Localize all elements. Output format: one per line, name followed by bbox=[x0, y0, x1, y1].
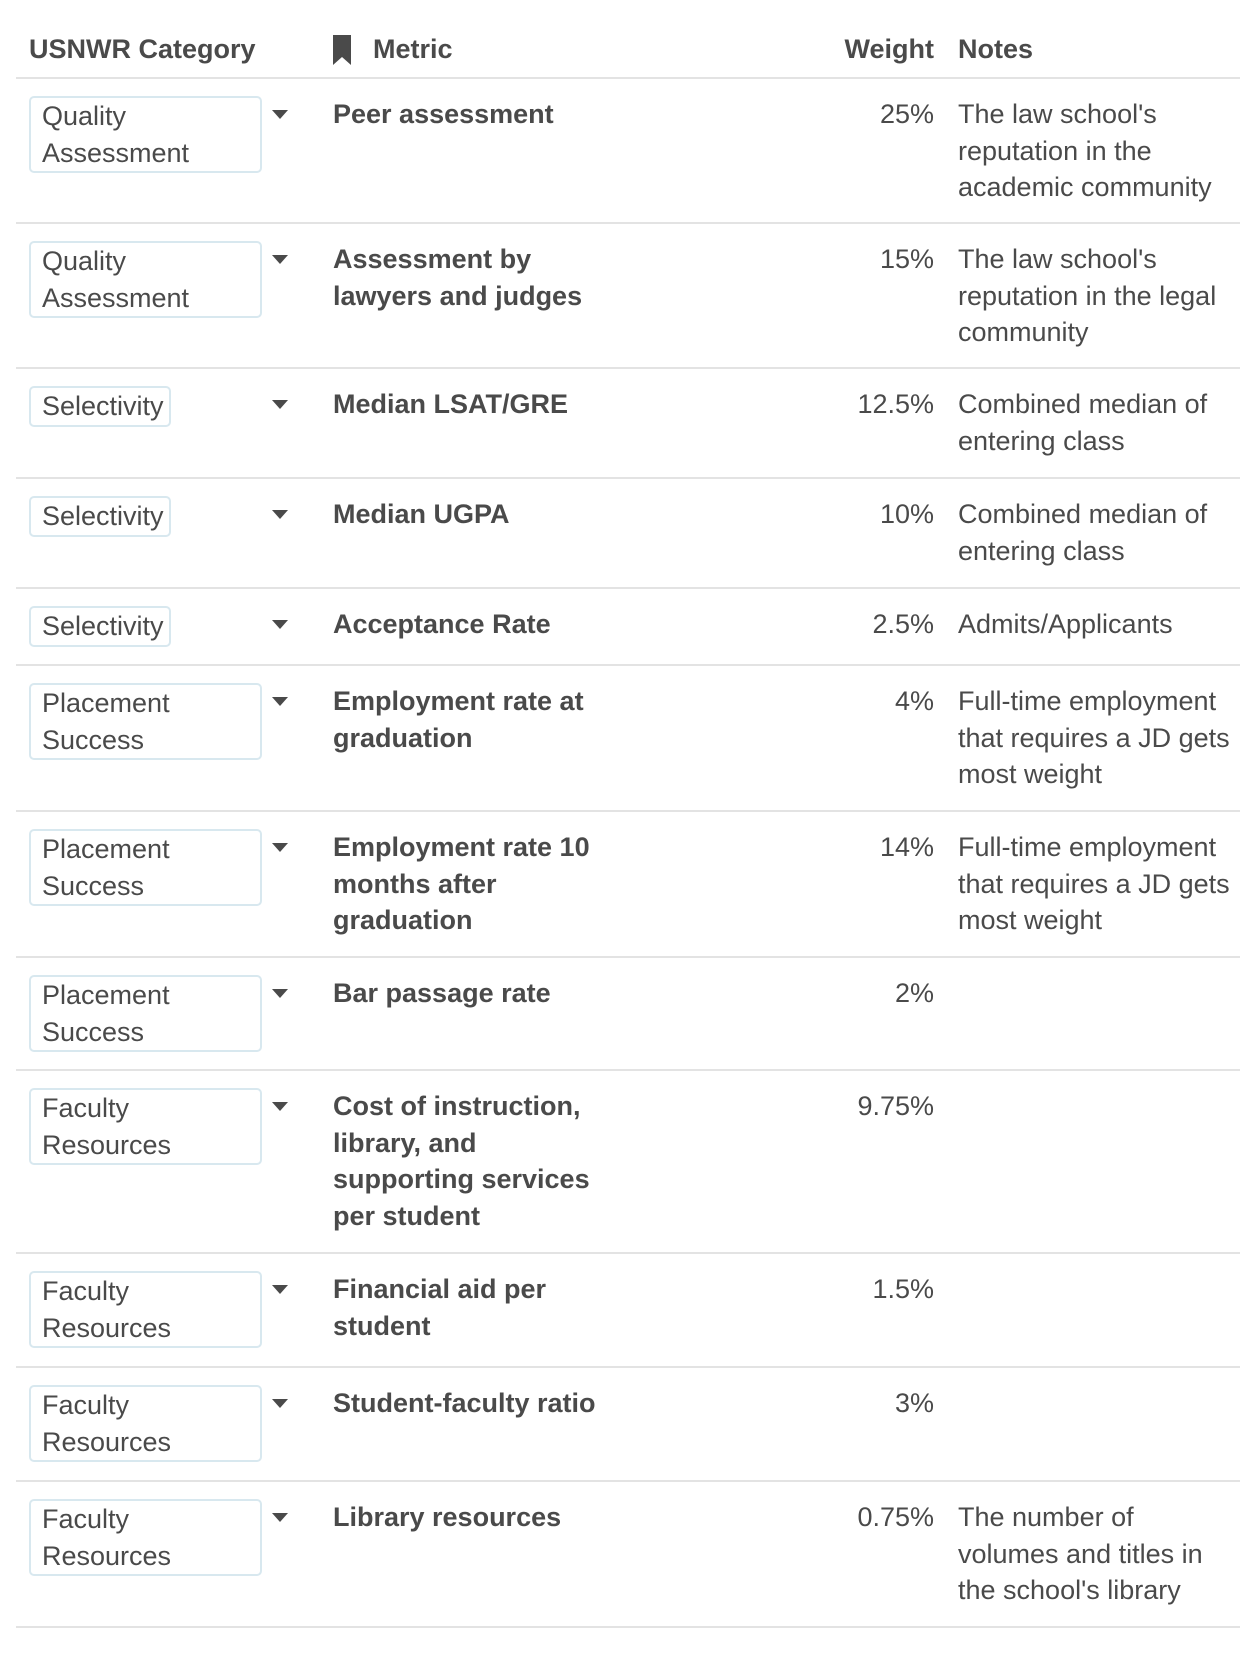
table-row bbox=[16, 1482, 1240, 1628]
chevron-down-icon[interactable] bbox=[272, 1513, 288, 1522]
metric-cell bbox=[308, 79, 814, 133]
chevron-down-icon[interactable] bbox=[272, 1399, 288, 1408]
notes-cell bbox=[934, 79, 1240, 206]
weight-text: 2% bbox=[894, 978, 934, 1008]
chevron-down-icon[interactable] bbox=[272, 843, 288, 852]
weight-cell bbox=[814, 958, 934, 1012]
category-cell bbox=[16, 1254, 308, 1348]
notes-cell bbox=[934, 812, 1240, 939]
table-row bbox=[16, 1368, 1240, 1482]
table-row bbox=[16, 589, 1240, 666]
weight-text: 25% bbox=[879, 99, 934, 129]
notes-text: Full-time employment that requires a JD gets most weight bbox=[958, 832, 1230, 935]
category-select[interactable]: Faculty Resources bbox=[29, 1271, 262, 1348]
table-row bbox=[16, 79, 1240, 224]
metric-text: Library resources bbox=[333, 1502, 562, 1532]
notes-text: Full-time employment that requires a JD gets most weight bbox=[958, 686, 1230, 789]
category-cell bbox=[16, 958, 308, 1052]
notes-cell bbox=[934, 1368, 1240, 1385]
weight-text: 3% bbox=[894, 1388, 934, 1418]
notes-cell bbox=[934, 958, 1240, 975]
weight-cell bbox=[814, 79, 934, 133]
category-select[interactable]: Selectivity bbox=[29, 496, 171, 537]
weight-text: 9.75% bbox=[857, 1091, 934, 1121]
category-cell bbox=[16, 666, 308, 760]
notes-cell bbox=[934, 1482, 1240, 1609]
table-row bbox=[16, 812, 1240, 958]
weight-cell bbox=[814, 1071, 934, 1125]
bookmark-icon bbox=[333, 35, 351, 65]
chevron-down-icon[interactable] bbox=[272, 510, 288, 519]
weight-text: 14% bbox=[879, 832, 934, 862]
category-cell bbox=[16, 1368, 308, 1462]
table-row bbox=[16, 1071, 1240, 1254]
weight-text: 4% bbox=[894, 686, 934, 716]
metric-cell bbox=[308, 958, 814, 1012]
category-cell bbox=[16, 589, 308, 647]
metric-cell bbox=[308, 1071, 814, 1234]
metric-cell bbox=[308, 666, 814, 756]
category-cell bbox=[16, 369, 308, 427]
weight-text: 12.5% bbox=[857, 389, 934, 419]
category-cell bbox=[16, 224, 308, 318]
category-select[interactable]: Quality Assessment bbox=[29, 241, 262, 318]
metric-text: Financial aid per student bbox=[333, 1274, 547, 1341]
category-select[interactable]: Selectivity bbox=[29, 606, 171, 647]
header-weight[interactable]: Weight bbox=[844, 34, 934, 64]
notes-text: Admits/Applicants bbox=[958, 609, 1173, 639]
category-cell bbox=[16, 812, 308, 906]
weight-text: 10% bbox=[879, 499, 934, 529]
metric-text: Median LSAT/GRE bbox=[333, 389, 569, 419]
weight-text: 2.5% bbox=[872, 609, 934, 639]
chevron-down-icon[interactable] bbox=[272, 1102, 288, 1111]
metric-text: Median UGPA bbox=[333, 499, 510, 529]
metric-text: Peer assessment bbox=[333, 99, 554, 129]
chevron-down-icon[interactable] bbox=[272, 400, 288, 409]
header-notes[interactable]: Notes bbox=[958, 34, 1034, 64]
category-select[interactable]: Placement Success bbox=[29, 829, 262, 906]
category-select[interactable]: Faculty Resources bbox=[29, 1499, 262, 1576]
notes-cell bbox=[934, 369, 1240, 459]
metric-cell bbox=[308, 1254, 814, 1344]
weight-cell bbox=[814, 589, 934, 643]
header-metric[interactable] bbox=[308, 34, 814, 77]
notes-text: Combined median of entering class bbox=[958, 499, 1208, 566]
weight-text: 15% bbox=[879, 244, 934, 274]
metric-cell bbox=[308, 1368, 814, 1422]
metric-text: Employment rate at graduation bbox=[333, 686, 584, 753]
weight-text: 0.75% bbox=[857, 1502, 934, 1532]
metric-cell bbox=[308, 1482, 814, 1536]
category-select[interactable]: Placement Success bbox=[29, 975, 262, 1052]
category-select[interactable]: Placement Success bbox=[29, 683, 262, 760]
chevron-down-icon[interactable] bbox=[272, 110, 288, 119]
notes-cell bbox=[934, 479, 1240, 569]
metrics-table bbox=[16, 0, 1240, 1628]
notes-cell bbox=[934, 1254, 1240, 1271]
notes-cell bbox=[934, 1071, 1240, 1088]
category-select[interactable]: Faculty Resources bbox=[29, 1088, 262, 1165]
notes-text: The number of volumes and titles in the school's library bbox=[958, 1502, 1203, 1605]
notes-text: The law school's reputation in the academic community bbox=[958, 99, 1212, 202]
table-row bbox=[16, 479, 1240, 589]
notes-text: The law school's reputation in the legal community bbox=[958, 244, 1217, 347]
weight-cell bbox=[814, 479, 934, 533]
weight-cell bbox=[814, 369, 934, 423]
chevron-down-icon[interactable] bbox=[272, 697, 288, 706]
header-metric-label: Metric bbox=[373, 34, 453, 64]
weight-text: 1.5% bbox=[872, 1274, 934, 1304]
table-row bbox=[16, 958, 1240, 1071]
table-row bbox=[16, 369, 1240, 479]
chevron-down-icon[interactable] bbox=[272, 255, 288, 264]
category-select[interactable]: Faculty Resources bbox=[29, 1385, 262, 1462]
metric-cell bbox=[308, 812, 814, 939]
table-row bbox=[16, 224, 1240, 369]
category-select[interactable]: Selectivity bbox=[29, 386, 171, 427]
weight-cell bbox=[814, 666, 934, 720]
chevron-down-icon[interactable] bbox=[272, 620, 288, 629]
weight-cell bbox=[814, 1482, 934, 1536]
category-cell bbox=[16, 1071, 308, 1165]
table-row bbox=[16, 666, 1240, 812]
header-category[interactable]: USNWR Category bbox=[29, 34, 256, 64]
metric-text: Cost of instruction, library, and supporting services per student bbox=[333, 1091, 590, 1231]
weight-cell bbox=[814, 1368, 934, 1422]
metric-text: Student-faculty ratio bbox=[333, 1388, 596, 1418]
metric-cell bbox=[308, 224, 814, 314]
notes-cell bbox=[934, 224, 1240, 351]
category-cell bbox=[16, 1482, 308, 1576]
table-header bbox=[16, 0, 1240, 79]
metric-cell bbox=[308, 369, 814, 423]
metric-text: Employment rate 10 months after graduation bbox=[333, 832, 590, 935]
chevron-down-icon[interactable] bbox=[272, 989, 288, 998]
category-select[interactable]: Quality Assessment bbox=[29, 96, 262, 173]
metric-text: Bar passage rate bbox=[333, 978, 551, 1008]
metric-cell bbox=[308, 479, 814, 533]
notes-text: Combined median of entering class bbox=[958, 389, 1208, 456]
weight-cell bbox=[814, 812, 934, 866]
weight-cell bbox=[814, 1254, 934, 1308]
category-cell bbox=[16, 79, 308, 173]
metric-cell bbox=[308, 589, 814, 643]
chevron-down-icon[interactable] bbox=[272, 1285, 288, 1294]
weight-cell bbox=[814, 224, 934, 278]
metric-text: Acceptance Rate bbox=[333, 609, 551, 639]
notes-cell bbox=[934, 589, 1240, 643]
category-cell bbox=[16, 479, 308, 537]
metric-text: Assessment by lawyers and judges bbox=[333, 244, 583, 311]
table-row bbox=[16, 1254, 1240, 1368]
notes-cell bbox=[934, 666, 1240, 793]
